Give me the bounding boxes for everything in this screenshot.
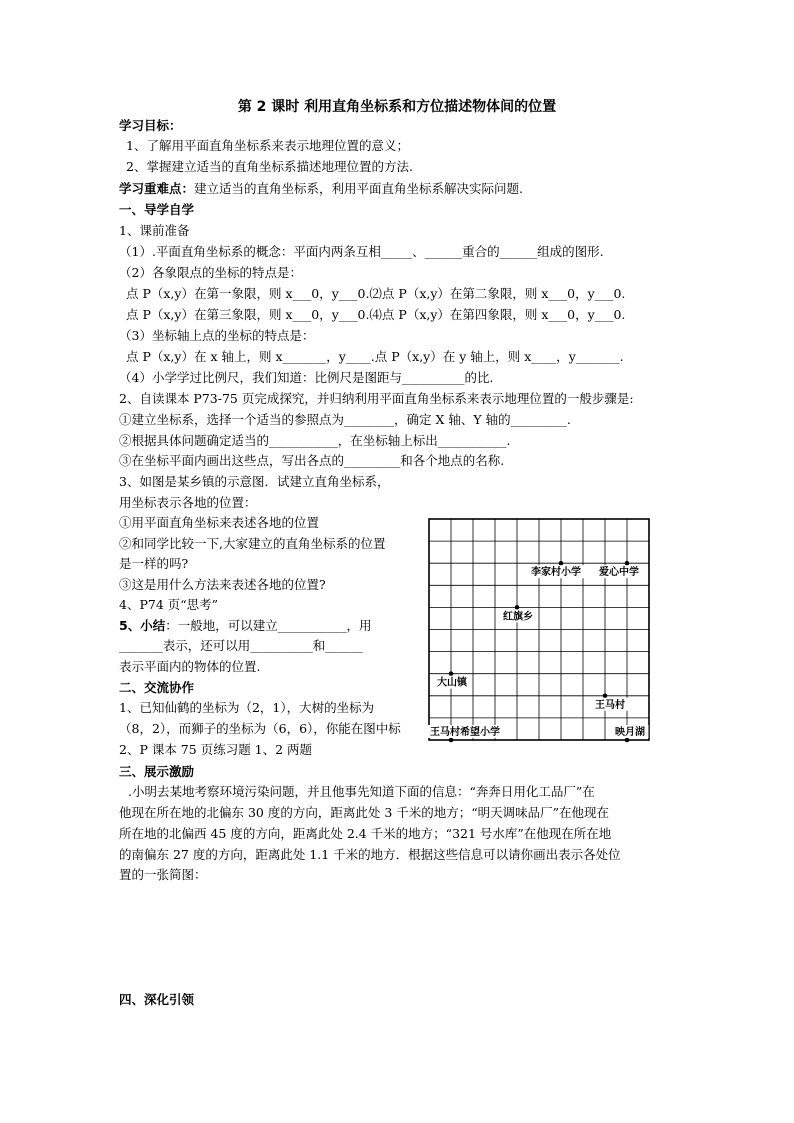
s3-p1: .小明去某地考察环境污染问题，并且他事先知道下面的信息：“奔奔日用化工品厂”在 xyxy=(128,784,595,799)
section1-heading: 一、导学自学 xyxy=(119,202,195,217)
goals-heading: 学习目标： xyxy=(119,118,182,133)
map-place-label: 红旗乡 xyxy=(503,611,533,623)
s1-s3b: 用坐标表示各地的位置： xyxy=(119,495,257,510)
s1-s2: 2、自读课本 P73-75 页完成探究，并归纳利用平面直角坐标系来表示地理位置的一般步骤是: xyxy=(119,391,634,406)
s1-q2: （2）各象限点的坐标的特点是： xyxy=(119,265,302,280)
s1-q1: （1）.平面直角坐标系的概念：平面内两条互相_____、______重合的______组成的图形. xyxy=(119,244,604,259)
s3-p4: 的南偏东 27 度的方向，距离此处 1.1 千米的地方．根据这些信息可以请你画出表示各处位 xyxy=(119,847,621,862)
map-point xyxy=(625,738,630,743)
s1-s3q2b: 是一样的吗? xyxy=(119,556,189,571)
s1-q3: （3）坐标轴上点的坐标的特点是： xyxy=(119,328,315,343)
map-place-label: 李家村小学 xyxy=(531,567,581,579)
s2-q2: 2、P 课本 75 页练习题 1、2 两题 xyxy=(119,742,313,757)
s1-s4: 4、P74 页“思考” xyxy=(119,597,219,612)
s3-p2: 他现在所在地的北偏东 30 度的方向，距离此处 3 千米的地方；“明天调味品厂”在他现在 xyxy=(119,805,610,820)
s1-s5c: 表示平面内的物体的位置. xyxy=(119,659,261,674)
map-place-label: 映月湖 xyxy=(615,727,645,738)
summary-text: ：一般地，可以建立___________，用 xyxy=(165,618,372,633)
map-point xyxy=(515,605,520,610)
section4-heading: 四、深化引领 xyxy=(119,992,195,1007)
map-place-label: 爱心中学 xyxy=(599,567,639,579)
map-point xyxy=(559,561,564,566)
section3-heading: 三、展示激励 xyxy=(119,764,195,779)
s1-s5a xyxy=(119,617,371,635)
focus-text: 建立适当的直角坐标系，利用平面直角坐标系解决实际问题. xyxy=(194,181,523,196)
goal-2: 2、掌握建立适当的直角坐标系描述地理位置的方法. xyxy=(126,159,413,174)
s1-s3q2: ②和同学比较一下,大家建立的直角坐标系的位置 xyxy=(119,536,386,551)
goal-1: 1、了解用平面直角坐标系来表示地理位置的意义； xyxy=(126,138,409,153)
s1-s2a: ①建立坐标系，选择一个适当的参照点为________，确定 X 轴、Y 轴的_________. xyxy=(119,412,571,427)
map-place-label: 王马村 xyxy=(595,699,625,711)
map-place-label: 王马村希望小学 xyxy=(430,727,500,738)
s1-q2b: 点 P（x,y）在第三象限，则 x___0，y___0.⑷点 P（x,y）在第四象限，则 x___0，y___0. xyxy=(126,307,626,322)
map-point xyxy=(449,671,454,676)
summary-label: 5、小结 xyxy=(119,618,166,633)
map-point xyxy=(449,738,454,743)
s1-s2b: ②根据具体问题确定适当的___________，在坐标轴上标出___________. xyxy=(119,433,511,448)
page-title: 第 2 课时 利用直角坐标系和方位描述物体间的位置 xyxy=(237,99,557,115)
s1-s2c: ③在坐标平面内画出这些点，写出各点的_________和各个地点的名称. xyxy=(119,453,505,468)
s1-q2a: 点 P（x,y）在第一象限，则 x___0，y___0.⑵点 P（x,y）在第二象限，则 x___0，y___0. xyxy=(126,286,626,301)
s1-s3q1: ①用平面直角坐标来表述各地的位置 xyxy=(119,515,320,530)
map-point xyxy=(603,694,608,699)
s1-prep: 1、课前准备 xyxy=(119,223,190,238)
s1-s3: 3、如图是某乡镇的示意图．试建立直角坐标系， xyxy=(119,474,390,489)
s3-p3: 所在地的北偏西 45 度的方向，距离此处 2.4 千米的地方；“321 号水库”在他现在所在地 xyxy=(119,826,612,841)
s2-q1a: 1、已知仙鹤的坐标为（2，1），大树的坐标为 xyxy=(119,700,375,715)
s1-s3q3: ③这是用什么方法来表述各地的位置? xyxy=(119,577,326,592)
map-point xyxy=(625,561,630,566)
s1-s5b: _______表示，还可以用__________和______ xyxy=(119,638,363,653)
s1-q3a: 点 P（x,y）在 x 轴上，则 x_______，y____.点 P（x,y）在 y 轴上，则 x____，y_______. xyxy=(126,349,624,364)
s2-q1b: （8，2），而狮子的坐标为（6，6），你能在图中标 xyxy=(119,721,401,736)
s1-q4: （4）小学学过比例尺，我们知道：比例尺是图距与__________的比. xyxy=(119,370,494,385)
town-grid-map xyxy=(427,517,652,743)
focus-line xyxy=(119,180,523,198)
section2-heading: 二、交流协作 xyxy=(119,680,195,695)
map-place-label: 大山镇 xyxy=(437,677,467,689)
s3-p5: 置的一张简图： xyxy=(119,867,207,882)
focus-heading: 学习重难点： xyxy=(119,181,195,196)
